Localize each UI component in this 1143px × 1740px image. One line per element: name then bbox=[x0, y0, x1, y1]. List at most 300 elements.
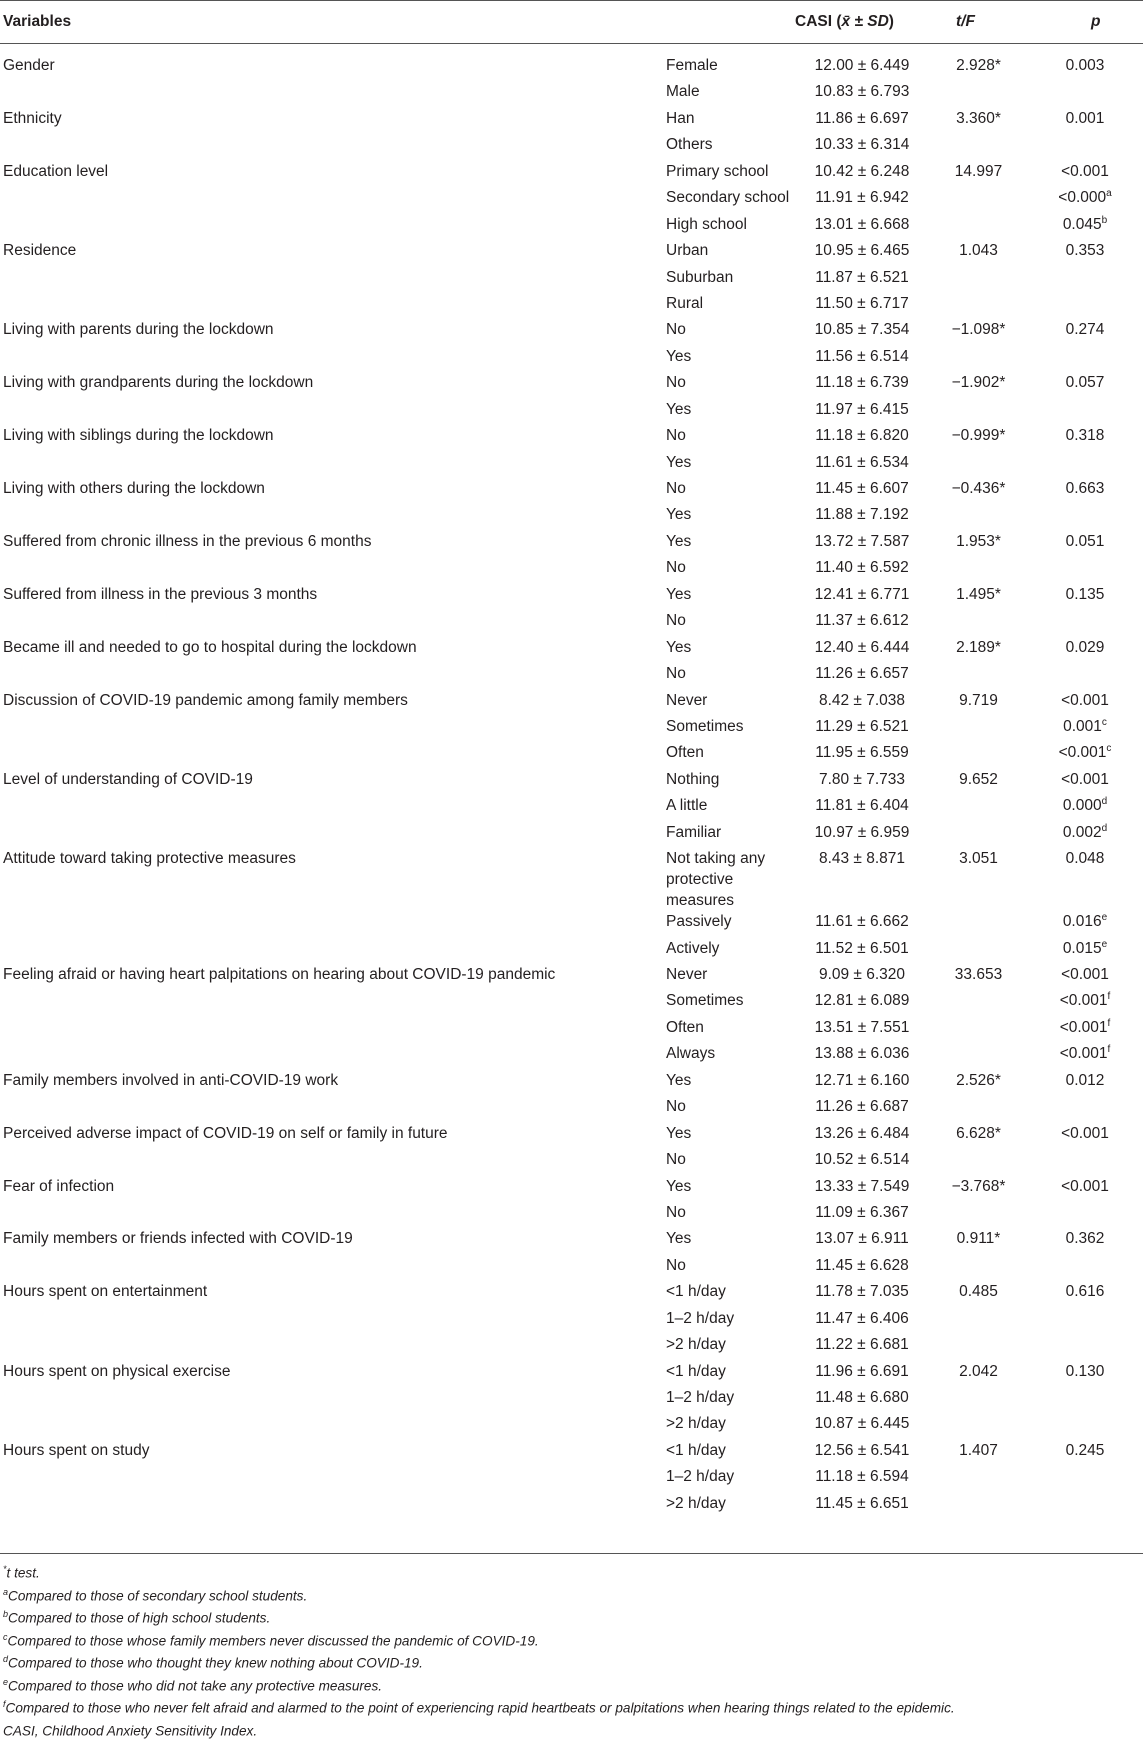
cell-p-text: 0.245 bbox=[1065, 1441, 1105, 1459]
cell-casi bbox=[793, 1466, 931, 1492]
cell-casi bbox=[793, 637, 931, 663]
header-casi-suffix: ) bbox=[888, 13, 894, 30]
table-row bbox=[0, 1202, 1143, 1228]
table-row bbox=[0, 478, 1143, 504]
footnote-mark: d bbox=[3, 1654, 9, 1665]
table-row bbox=[0, 938, 1143, 964]
cell-level bbox=[666, 1440, 793, 1466]
cell-p-text: <0.001 bbox=[1061, 691, 1109, 709]
cell-variable bbox=[0, 1176, 666, 1202]
cell-variable bbox=[0, 557, 666, 583]
footnote-mark: * bbox=[3, 1564, 7, 1574]
cell-casi bbox=[793, 1387, 931, 1413]
cell-p bbox=[1026, 1440, 1143, 1466]
cell-casi bbox=[793, 769, 931, 795]
cell-tf bbox=[931, 240, 1026, 266]
cell-variable-text: Hours spent on entertainment bbox=[3, 1283, 208, 1301]
table-row bbox=[0, 240, 1143, 266]
cell-level-text: No bbox=[666, 1256, 686, 1274]
cell-tf bbox=[931, 990, 1026, 1016]
footnote bbox=[3, 1560, 1133, 1583]
cell-level bbox=[666, 1176, 793, 1202]
cell-casi-text: 10.83 ± 6.793 bbox=[814, 83, 910, 101]
cell-casi-text: 11.61 ± 6.662 bbox=[815, 913, 909, 931]
cell-tf-text: −0.999* bbox=[951, 427, 1006, 445]
cell-p-footnote-mark: d bbox=[1101, 822, 1108, 834]
cell-p-text: <0.001 bbox=[1061, 1124, 1109, 1142]
cell-level bbox=[666, 161, 793, 187]
cell-p-text: 0.048 bbox=[1065, 850, 1105, 868]
table-row bbox=[0, 1281, 1143, 1307]
cell-p bbox=[1026, 637, 1143, 663]
cell-casi bbox=[793, 1334, 931, 1360]
table-row bbox=[0, 214, 1143, 240]
cell-p-text: <0.000 bbox=[1058, 189, 1107, 207]
cell-p bbox=[1026, 372, 1143, 398]
cell-variable bbox=[0, 452, 666, 478]
cell-tf bbox=[931, 267, 1026, 293]
cell-tf-text: 1.407 bbox=[959, 1441, 998, 1459]
cell-level-text: Secondary school bbox=[666, 189, 790, 207]
cell-level bbox=[666, 911, 793, 937]
cell-p bbox=[1026, 267, 1143, 293]
cell-p-footnote-mark: b bbox=[1101, 214, 1108, 226]
cell-variable bbox=[0, 1228, 666, 1254]
cell-level-text: No bbox=[666, 321, 686, 339]
cell-tf bbox=[931, 769, 1026, 795]
footnote bbox=[3, 1718, 1133, 1740]
cell-casi bbox=[793, 319, 931, 345]
cell-casi bbox=[793, 822, 931, 848]
cell-tf bbox=[931, 1387, 1026, 1413]
cell-casi-text: 11.29 ± 6.521 bbox=[815, 717, 909, 735]
cell-level bbox=[666, 1202, 793, 1228]
cell-p-text: 0.012 bbox=[1065, 1071, 1105, 1089]
cell-p-text: <0.001 bbox=[1061, 966, 1109, 983]
table-row bbox=[0, 55, 1143, 81]
cell-casi bbox=[793, 531, 931, 557]
cell-casi-text: 11.97 ± 6.415 bbox=[815, 400, 909, 418]
cell-level-text: <1 h/day bbox=[666, 1283, 726, 1301]
cell-tf bbox=[931, 1149, 1026, 1175]
cell-variable bbox=[0, 742, 666, 768]
footnote bbox=[3, 1628, 1133, 1651]
cell-tf bbox=[931, 795, 1026, 821]
cell-tf bbox=[931, 690, 1026, 716]
header-casi-prefix: CASI ( bbox=[795, 13, 842, 30]
cell-p-text: 0.002 bbox=[1062, 823, 1102, 841]
cell-variable bbox=[0, 1043, 666, 1069]
cell-casi-text: 11.18 ± 6.820 bbox=[815, 427, 909, 445]
cell-variable bbox=[0, 346, 666, 372]
cell-level-text: Female bbox=[666, 57, 718, 74]
cell-p-text: 0.015 bbox=[1062, 939, 1102, 957]
cell-casi bbox=[793, 848, 931, 911]
cell-level-text: Han bbox=[666, 109, 695, 127]
cell-variable-text: Suffered from chronic illness in the previous 6 months bbox=[3, 532, 372, 550]
cell-tf bbox=[931, 134, 1026, 160]
table-row bbox=[0, 911, 1143, 937]
cell-p bbox=[1026, 1070, 1143, 1096]
cell-variable bbox=[0, 161, 666, 187]
cell-tf-text: −1.902* bbox=[951, 374, 1006, 392]
cell-p bbox=[1026, 557, 1143, 583]
cell-level bbox=[666, 1149, 793, 1175]
cell-p bbox=[1026, 108, 1143, 134]
footnote-mark: f bbox=[3, 1699, 6, 1710]
cell-variable bbox=[0, 663, 666, 689]
cell-casi bbox=[793, 742, 931, 768]
cell-tf-text: 6.628* bbox=[956, 1124, 1001, 1142]
table-row bbox=[0, 663, 1143, 689]
cell-tf bbox=[931, 478, 1026, 504]
cell-level-text: >2 h/day bbox=[666, 1415, 726, 1433]
cell-variable-text: Education level bbox=[3, 162, 109, 180]
cell-level bbox=[666, 557, 793, 583]
cell-level bbox=[666, 346, 793, 372]
cell-p-text: 0.001 bbox=[1063, 717, 1102, 735]
table-row bbox=[0, 1493, 1143, 1519]
cell-level bbox=[666, 1361, 793, 1387]
footnote-mark: a bbox=[3, 1586, 9, 1597]
cell-casi-text: 11.26 ± 6.687 bbox=[815, 1098, 909, 1116]
cell-p-text: 0.353 bbox=[1065, 242, 1105, 260]
cell-variable bbox=[0, 267, 666, 293]
cell-variable bbox=[0, 769, 666, 795]
cell-p bbox=[1026, 911, 1143, 937]
cell-level-text: Yes bbox=[666, 638, 692, 656]
cell-p bbox=[1026, 240, 1143, 266]
cell-tf-text: 33.653 bbox=[954, 966, 1003, 983]
cell-p bbox=[1026, 1017, 1143, 1043]
cell-p bbox=[1026, 1043, 1143, 1069]
cell-level bbox=[666, 478, 793, 504]
cell-casi bbox=[793, 1149, 931, 1175]
cell-level-text: No bbox=[666, 1203, 686, 1221]
table-row bbox=[0, 1228, 1143, 1254]
cell-level-text: A little bbox=[666, 797, 708, 815]
table-row bbox=[0, 1334, 1143, 1360]
cell-casi-text: 11.18 ± 6.594 bbox=[815, 1468, 909, 1486]
table-row bbox=[0, 293, 1143, 319]
cell-level bbox=[666, 504, 793, 530]
cell-level bbox=[666, 452, 793, 478]
cell-level bbox=[666, 1017, 793, 1043]
cell-tf bbox=[931, 1361, 1026, 1387]
cell-tf bbox=[931, 1493, 1026, 1519]
cell-variable-text: Attitude toward taking protective measures bbox=[3, 850, 296, 868]
cell-level bbox=[666, 1096, 793, 1122]
cell-variable-text: Family members involved in anti-COVID-19 work bbox=[3, 1071, 339, 1089]
cell-casi-text: 11.86 ± 6.697 bbox=[815, 109, 909, 127]
cell-casi-text: 10.87 ± 6.445 bbox=[814, 1415, 910, 1433]
cell-tf bbox=[931, 161, 1026, 187]
cell-p bbox=[1026, 964, 1143, 990]
cell-level bbox=[666, 531, 793, 557]
cell-level-text: Yes bbox=[666, 585, 692, 603]
cell-casi bbox=[793, 399, 931, 425]
cell-casi bbox=[793, 716, 931, 742]
cell-variable-text: Level of understanding of COVID-19 bbox=[3, 770, 253, 788]
cell-level bbox=[666, 1281, 793, 1307]
cell-p-footnote-mark: e bbox=[1101, 911, 1108, 923]
cell-variable bbox=[0, 911, 666, 937]
cell-p bbox=[1026, 1149, 1143, 1175]
cell-p-text: <0.001 bbox=[1061, 770, 1109, 788]
cell-variable bbox=[0, 610, 666, 636]
cell-level-text: High school bbox=[666, 215, 747, 233]
cell-p-text: <0.001 bbox=[1059, 992, 1108, 1010]
cell-variable-text: Hours spent on physical exercise bbox=[3, 1362, 231, 1380]
cell-tf bbox=[931, 610, 1026, 636]
cell-tf-text: 3.360* bbox=[956, 109, 1001, 127]
cell-casi-text: 13.51 ± 7.551 bbox=[814, 1018, 910, 1036]
cell-level-text: >2 h/day bbox=[666, 1336, 726, 1354]
cell-casi bbox=[793, 346, 931, 372]
cell-casi-text: 11.78 ± 7.035 bbox=[815, 1283, 909, 1301]
cell-p bbox=[1026, 1466, 1143, 1492]
cell-p bbox=[1026, 938, 1143, 964]
table-row bbox=[0, 769, 1143, 795]
cell-variable-text: Ethnicity bbox=[3, 109, 62, 127]
cell-tf bbox=[931, 742, 1026, 768]
cell-level-text: Yes bbox=[666, 1124, 692, 1142]
cell-casi-text: 12.00 ± 6.449 bbox=[814, 57, 910, 74]
cell-p-text: 0.000 bbox=[1062, 797, 1102, 815]
cell-level-text: No bbox=[666, 427, 686, 445]
cell-tf-text: 9.652 bbox=[959, 770, 998, 788]
cell-p-text: 0.318 bbox=[1065, 427, 1105, 445]
table-row bbox=[0, 964, 1143, 990]
cell-casi-text: 11.09 ± 6.367 bbox=[815, 1203, 909, 1221]
table-row bbox=[0, 795, 1143, 821]
cell-level bbox=[666, 742, 793, 768]
cell-variable bbox=[0, 504, 666, 530]
cell-variable bbox=[0, 293, 666, 319]
cell-level bbox=[666, 187, 793, 213]
cell-variable bbox=[0, 584, 666, 610]
cell-level bbox=[666, 1043, 793, 1069]
cell-p bbox=[1026, 1361, 1143, 1387]
cell-level-text: Yes bbox=[666, 347, 692, 365]
cell-level bbox=[666, 81, 793, 107]
cell-casi-text: 11.50 ± 6.717 bbox=[815, 294, 909, 312]
cell-casi bbox=[793, 1096, 931, 1122]
cell-p bbox=[1026, 293, 1143, 319]
cell-variable bbox=[0, 964, 666, 990]
cell-level-text: Yes bbox=[666, 1230, 692, 1248]
cell-casi-text: 11.91 ± 6.942 bbox=[815, 189, 909, 207]
cell-p bbox=[1026, 1123, 1143, 1149]
cell-tf bbox=[931, 1228, 1026, 1254]
cell-casi bbox=[793, 1361, 931, 1387]
cell-variable-text: Perceived adverse impact of COVID-19 on self or family in future bbox=[3, 1124, 448, 1142]
cell-variable-text: Living with grandparents during the lockdown bbox=[3, 374, 314, 392]
cell-level-text: Sometimes bbox=[666, 992, 744, 1010]
cell-casi bbox=[793, 55, 931, 81]
table-row bbox=[0, 1361, 1143, 1387]
cell-variable bbox=[0, 399, 666, 425]
cell-casi-text: 11.95 ± 6.559 bbox=[815, 744, 909, 762]
table-row bbox=[0, 1096, 1143, 1122]
table-row bbox=[0, 848, 1143, 911]
cell-tf bbox=[931, 1043, 1026, 1069]
cell-p bbox=[1026, 990, 1143, 1016]
cell-p bbox=[1026, 81, 1143, 107]
cell-variable bbox=[0, 1255, 666, 1281]
cell-casi bbox=[793, 938, 931, 964]
cell-casi-text: 12.41 ± 6.771 bbox=[814, 585, 910, 603]
cell-level bbox=[666, 319, 793, 345]
cell-p-text: 0.001 bbox=[1065, 109, 1105, 127]
cell-tf-text: 2.042 bbox=[959, 1362, 998, 1380]
cell-casi-text: 10.95 ± 6.465 bbox=[814, 242, 910, 260]
cell-p bbox=[1026, 1308, 1143, 1334]
cell-level bbox=[666, 372, 793, 398]
table-row bbox=[0, 1387, 1143, 1413]
cell-casi bbox=[793, 1493, 931, 1519]
cell-casi-text: 13.07 ± 6.911 bbox=[815, 1230, 909, 1248]
cell-level bbox=[666, 822, 793, 848]
cell-casi bbox=[793, 663, 931, 689]
cell-level bbox=[666, 964, 793, 990]
cell-variable bbox=[0, 1413, 666, 1439]
cell-tf bbox=[931, 911, 1026, 937]
cell-p bbox=[1026, 1413, 1143, 1439]
table-row bbox=[0, 584, 1143, 610]
cell-casi-text: 13.01 ± 6.668 bbox=[814, 215, 910, 233]
table-row bbox=[0, 187, 1143, 213]
cell-p-footnote-mark: f bbox=[1107, 1044, 1111, 1056]
cell-variable bbox=[0, 425, 666, 451]
cell-p bbox=[1026, 319, 1143, 345]
cell-tf bbox=[931, 848, 1026, 911]
footnote bbox=[3, 1605, 1133, 1628]
cell-casi bbox=[793, 1440, 931, 1466]
footnote bbox=[3, 1583, 1133, 1606]
cell-tf bbox=[931, 964, 1026, 990]
cell-casi-text: 13.88 ± 6.036 bbox=[814, 1045, 910, 1063]
cell-level-text: Familiar bbox=[666, 823, 722, 841]
cell-level-text: Actively bbox=[666, 939, 720, 957]
cell-tf bbox=[931, 1413, 1026, 1439]
cell-tf bbox=[931, 425, 1026, 451]
cell-level bbox=[666, 267, 793, 293]
cell-variable bbox=[0, 1387, 666, 1413]
cell-variable bbox=[0, 938, 666, 964]
cell-p bbox=[1026, 425, 1143, 451]
cell-tf bbox=[931, 214, 1026, 240]
cell-p-text: 0.057 bbox=[1065, 374, 1105, 392]
footnote-text: Compared to those whose family members never discussed the pandemic of COVID-19. bbox=[7, 1633, 539, 1649]
table-row bbox=[0, 81, 1143, 107]
cell-variable bbox=[0, 478, 666, 504]
cell-p bbox=[1026, 610, 1143, 636]
table-row bbox=[0, 452, 1143, 478]
cell-p bbox=[1026, 769, 1143, 795]
cell-p-text: 0.003 bbox=[1065, 57, 1105, 74]
cell-casi bbox=[793, 1281, 931, 1307]
cell-level-text: Often bbox=[666, 744, 704, 762]
cell-level bbox=[666, 1493, 793, 1519]
cell-variable bbox=[0, 1440, 666, 1466]
table-row bbox=[0, 399, 1143, 425]
cell-casi bbox=[793, 425, 931, 451]
cell-casi bbox=[793, 964, 931, 990]
cell-level bbox=[666, 1308, 793, 1334]
cell-variable-text: Living with siblings during the lockdown bbox=[3, 427, 274, 445]
cell-casi-text: 8.43 ± 8.871 bbox=[818, 850, 906, 868]
cell-level-text: No bbox=[666, 1098, 686, 1116]
cell-level-text: Often bbox=[666, 1018, 704, 1036]
cell-p bbox=[1026, 531, 1143, 557]
table-row bbox=[0, 1017, 1143, 1043]
cell-variable bbox=[0, 990, 666, 1016]
cell-p-footnote-mark: a bbox=[1106, 188, 1112, 200]
cell-variable bbox=[0, 848, 666, 911]
cell-tf bbox=[931, 584, 1026, 610]
cell-p bbox=[1026, 1228, 1143, 1254]
cell-variable-text: Gender bbox=[3, 57, 55, 74]
cell-tf bbox=[931, 346, 1026, 372]
cell-p bbox=[1026, 214, 1143, 240]
cell-p bbox=[1026, 1493, 1143, 1519]
cell-p-footnote-mark: e bbox=[1101, 938, 1108, 950]
cell-tf bbox=[931, 372, 1026, 398]
cell-tf bbox=[931, 1096, 1026, 1122]
cell-tf bbox=[931, 293, 1026, 319]
cell-casi bbox=[793, 1202, 931, 1228]
header-variables: Variables bbox=[3, 13, 72, 30]
cell-variable-text: Became ill and needed to go to hospital during the lockdown bbox=[3, 638, 417, 656]
cell-casi-text: 11.47 ± 6.406 bbox=[815, 1309, 909, 1327]
cell-level-text: Suburban bbox=[666, 268, 734, 286]
cell-level bbox=[666, 1334, 793, 1360]
cell-tf-text: 1.495* bbox=[956, 585, 1001, 603]
cell-p bbox=[1026, 1334, 1143, 1360]
table-row bbox=[0, 822, 1143, 848]
cell-level-text: Yes bbox=[666, 1071, 692, 1089]
cell-tf-text: 2.928* bbox=[956, 57, 1001, 74]
cell-casi bbox=[793, 214, 931, 240]
cell-tf bbox=[931, 938, 1026, 964]
cell-casi-text: 11.81 ± 6.404 bbox=[815, 797, 909, 815]
cell-variable bbox=[0, 1493, 666, 1519]
cell-p-footnote-mark: d bbox=[1101, 796, 1108, 808]
cell-level-text: Yes bbox=[666, 400, 692, 418]
cell-level-text: Others bbox=[666, 136, 713, 154]
cell-level bbox=[666, 399, 793, 425]
cell-p-text: 0.663 bbox=[1065, 480, 1105, 497]
cell-casi bbox=[793, 1413, 931, 1439]
footnote bbox=[3, 1650, 1133, 1673]
cell-tf bbox=[931, 1281, 1026, 1307]
cell-level bbox=[666, 938, 793, 964]
cell-tf bbox=[931, 1176, 1026, 1202]
cell-level-text: Passively bbox=[666, 913, 732, 931]
cell-casi-text: 11.52 ± 6.501 bbox=[815, 939, 909, 957]
cell-p bbox=[1026, 134, 1143, 160]
table-row bbox=[0, 990, 1143, 1016]
cell-variable bbox=[0, 1017, 666, 1043]
cell-casi bbox=[793, 452, 931, 478]
cell-p-text: 0.274 bbox=[1065, 321, 1105, 339]
cell-variable-text: Suffered from illness in the previous 3 months bbox=[3, 585, 318, 603]
cell-tf-text: −0.436* bbox=[951, 480, 1006, 497]
cell-level-text: No bbox=[666, 665, 686, 683]
cell-p bbox=[1026, 1096, 1143, 1122]
cell-variable bbox=[0, 1361, 666, 1387]
